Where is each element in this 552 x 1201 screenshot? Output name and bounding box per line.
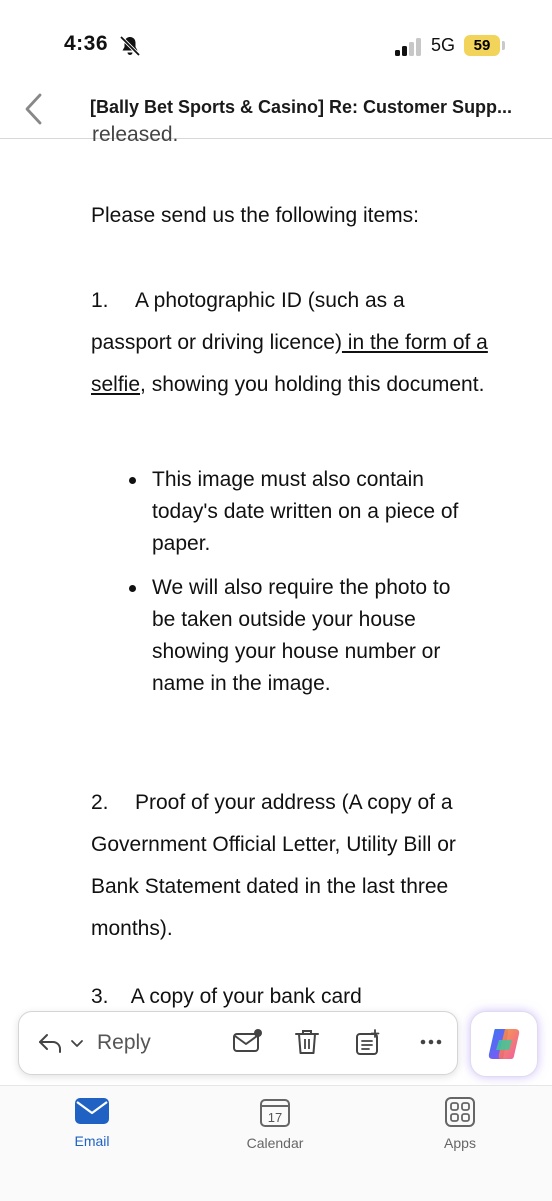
item-1-text-b: , showing you holding this document. bbox=[140, 373, 485, 396]
email-body[interactable] bbox=[0, 123, 552, 1009]
status-bar bbox=[0, 0, 552, 86]
email-action-bar bbox=[18, 1011, 458, 1075]
tab-apps-label: Apps bbox=[444, 1135, 476, 1151]
cut-off-line: released. bbox=[92, 123, 179, 146]
battery-icon: 59 bbox=[464, 35, 500, 56]
network-type: 5G bbox=[431, 35, 456, 55]
intro-paragraph: Please send us the following items: bbox=[91, 204, 420, 227]
calendar-day: 17 bbox=[267, 1110, 283, 1125]
item-1-selfie-link: in the form of a selfie bbox=[91, 331, 488, 396]
trash-icon[interactable] bbox=[291, 1026, 323, 1058]
signal-icon bbox=[395, 36, 425, 56]
more-icon[interactable] bbox=[415, 1026, 447, 1058]
reply-label: Reply bbox=[97, 1031, 151, 1054]
bottom-tab-bar bbox=[0, 1085, 552, 1201]
tab-calendar-label: Calendar bbox=[246, 1135, 304, 1151]
item-1-bullet-list bbox=[91, 464, 471, 712]
status-time: 4:36 bbox=[64, 32, 109, 55]
chevron-down-icon[interactable] bbox=[69, 1035, 85, 1051]
item-2-text: Proof of your address (A copy of a Government Official Letter, Utility Bill or Bank Statement dated in the last three months). bbox=[91, 791, 466, 940]
item-3-peek: 3. A copy of your bank card bbox=[91, 985, 362, 1008]
battery-tip bbox=[502, 41, 505, 50]
bullet-item-house: We will also require the photo to be taken outside your house showing your house number or name in the image. bbox=[91, 572, 471, 700]
reply-icon bbox=[37, 1030, 63, 1056]
item-2-paragraph bbox=[91, 782, 491, 950]
bell-slash-icon bbox=[118, 34, 142, 58]
item-2-number: 2. bbox=[91, 791, 109, 814]
item-1-paragraph bbox=[91, 280, 491, 406]
copilot-button[interactable] bbox=[470, 1011, 538, 1077]
sparkle-list-icon[interactable] bbox=[353, 1026, 385, 1058]
calendar-icon bbox=[259, 1096, 291, 1128]
email-header bbox=[0, 86, 552, 139]
tab-email[interactable] bbox=[42, 1096, 142, 1166]
email-subject: [Bally Bet Sports & Casino] Re: Customer Supp... bbox=[90, 97, 513, 117]
bullet-item-date: This image must also contain today's date written on a piece of paper. bbox=[91, 464, 471, 560]
reply-button[interactable] bbox=[31, 1022, 181, 1064]
tab-calendar[interactable] bbox=[225, 1096, 325, 1166]
tab-apps[interactable] bbox=[410, 1096, 510, 1166]
copilot-icon bbox=[485, 1026, 523, 1062]
email-icon bbox=[74, 1096, 110, 1126]
item-1-number: 1. bbox=[91, 289, 109, 312]
back-chevron-icon[interactable] bbox=[20, 92, 46, 126]
tab-email-label: Email bbox=[74, 1133, 110, 1149]
envelope-unread-icon[interactable] bbox=[231, 1026, 263, 1058]
apps-icon bbox=[444, 1096, 476, 1128]
item-1-text-a: A photographic ID (such as a passport or driving licence) bbox=[91, 289, 405, 354]
